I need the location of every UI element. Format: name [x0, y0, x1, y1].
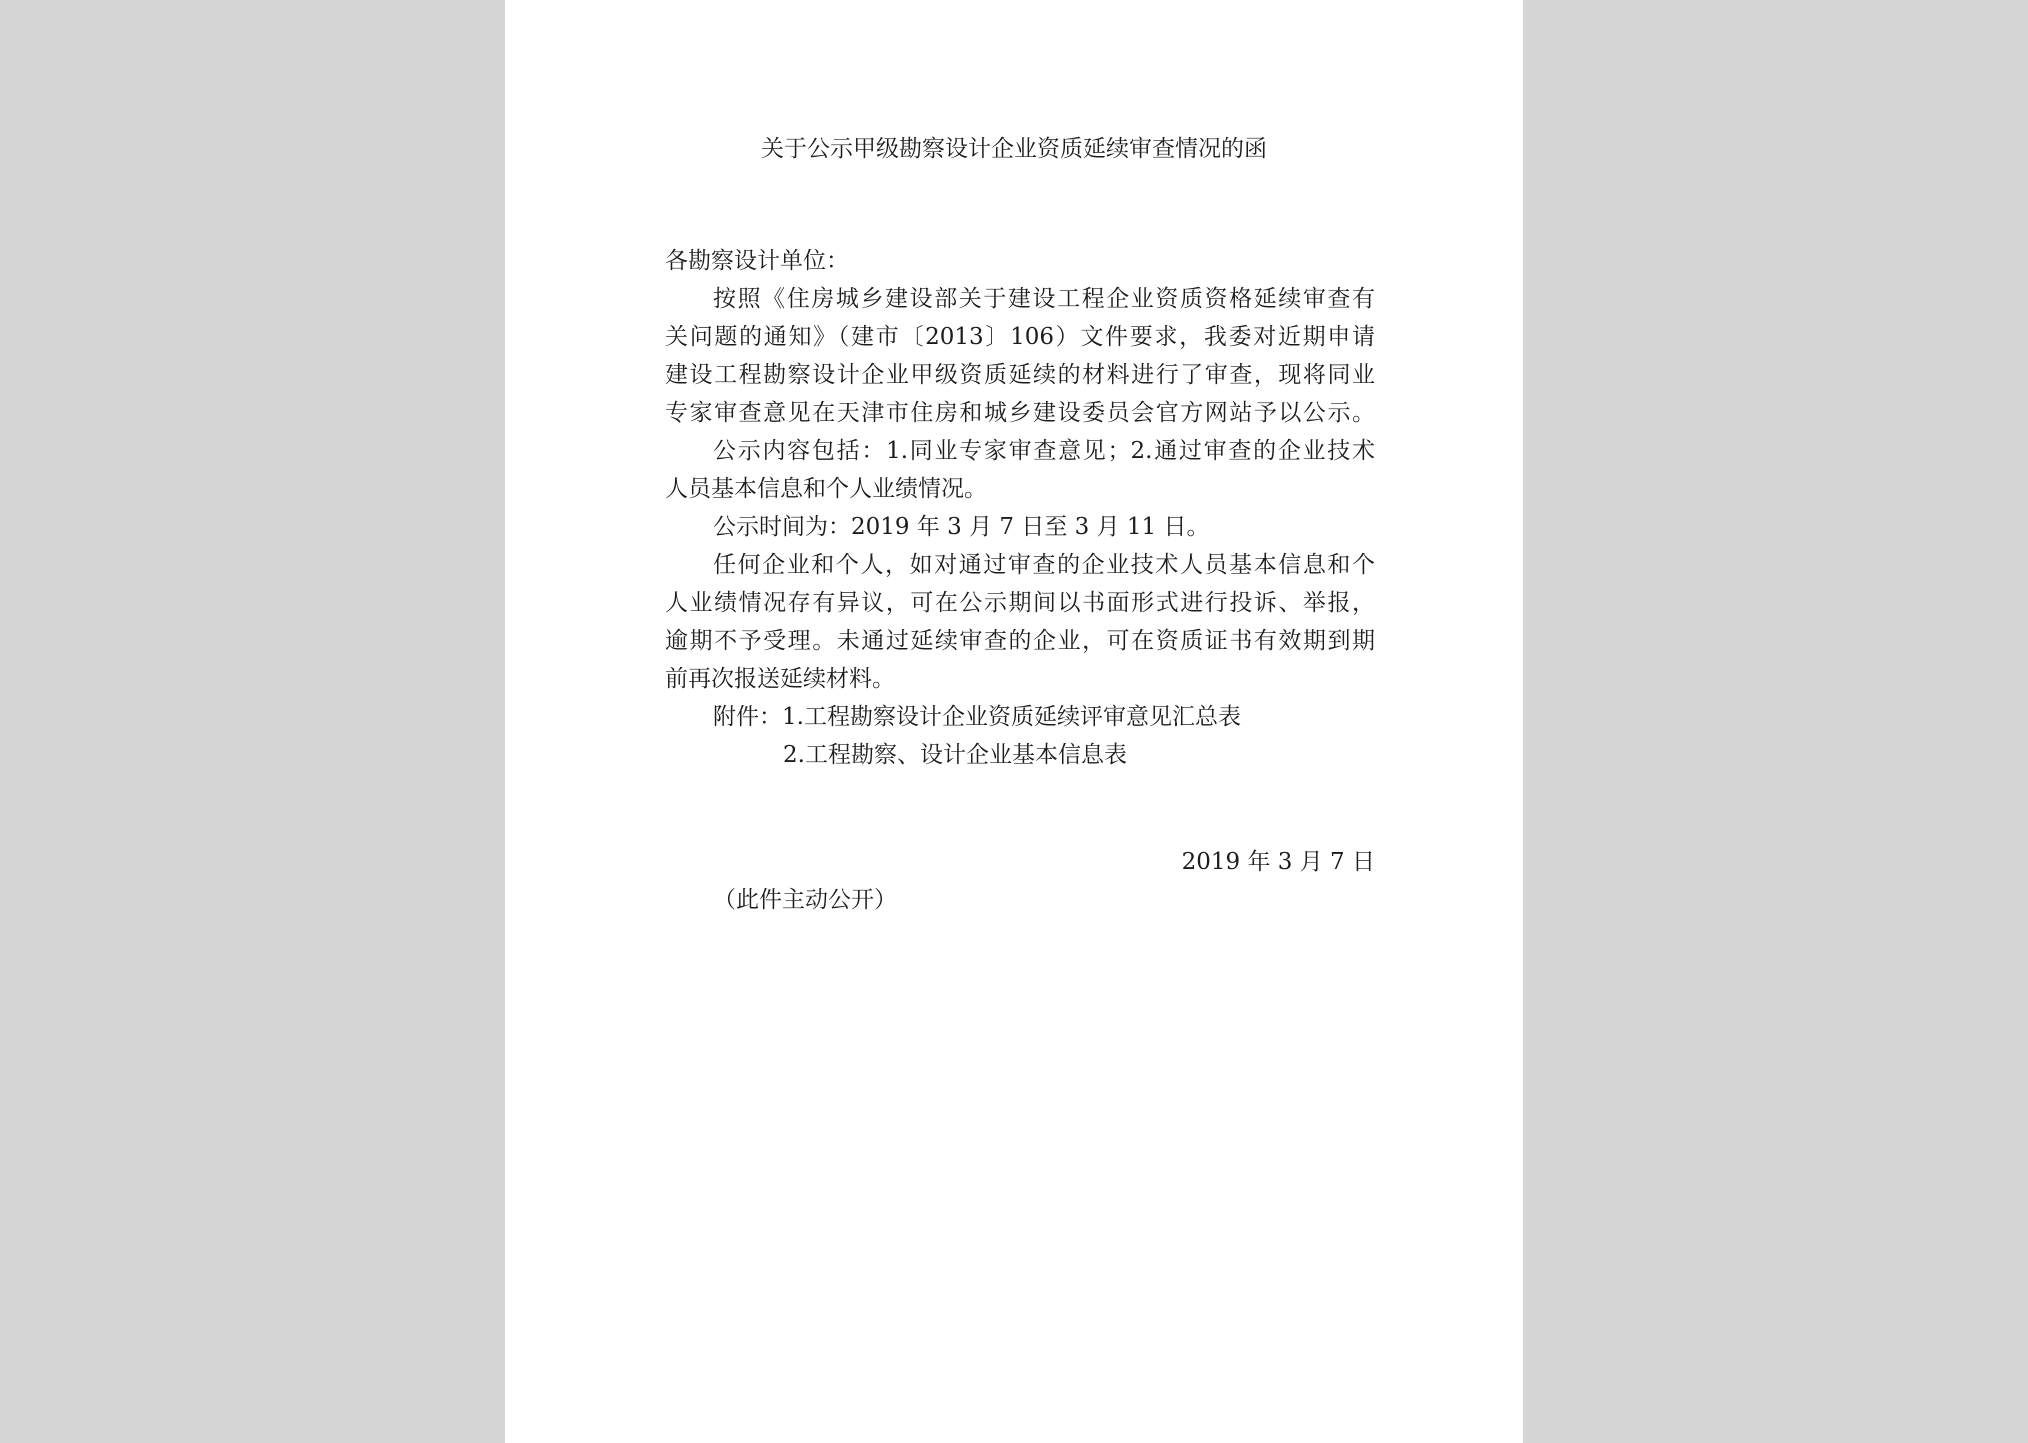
paragraph-4-line-4: 前再次报送延续材料。: [665, 666, 895, 692]
paragraph-1-line-2: 关问题的通知》（建市〔2013〕106）文件要求，我委对近期申请: [665, 324, 1375, 350]
paragraph-1-line-1: 按照《住房城乡建设部关于建设工程企业资质资格延续审查有: [713, 286, 1375, 312]
paragraph-4-line-2: 人业绩情况存有异议，可在公示期间以书面形式进行投诉、举报，: [665, 590, 1375, 616]
public-disclosure-note: （此件主动公开）: [713, 887, 897, 913]
paragraph-1-line-3: 建设工程勘察设计企业甲级资质延续的材料进行了审查，现将同业: [665, 362, 1375, 388]
paragraph-2-line-2: 人员基本信息和个人业绩情况。: [665, 476, 987, 502]
paragraph-4-line-1: 任何企业和个人，如对通过审查的企业技术人员基本信息和个: [713, 552, 1375, 578]
paragraph-2-line-1: 公示内容包括：1.同业专家审查意见；2.通过审查的企业技术: [713, 438, 1375, 464]
document-body: [665, 242, 1375, 774]
attachment-item-2: 2.工程勘察、设计企业基本信息表: [783, 742, 1127, 768]
salutation: 各勘察设计单位：: [665, 248, 849, 274]
paragraph-1-line-4: 专家审查意见在天津市住房和城乡建设委员会官方网站予以公示。: [665, 400, 1375, 426]
paragraph-4-line-3: 逾期不予受理。未通过延续审查的企业，可在资质证书有效期到期: [665, 628, 1375, 654]
paragraph-3: 公示时间为：2019 年 3 月 7 日至 3 月 11 日。: [713, 514, 1210, 540]
document-date: 2019 年 3 月 7 日: [1181, 849, 1375, 875]
document-page: [505, 0, 1523, 1443]
attachment-item-1: 附件：1.工程勘察设计企业资质延续评审意见汇总表: [713, 704, 1241, 730]
document-title: 关于公示甲级勘察设计企业资质延续审查情况的函: [761, 136, 1267, 162]
